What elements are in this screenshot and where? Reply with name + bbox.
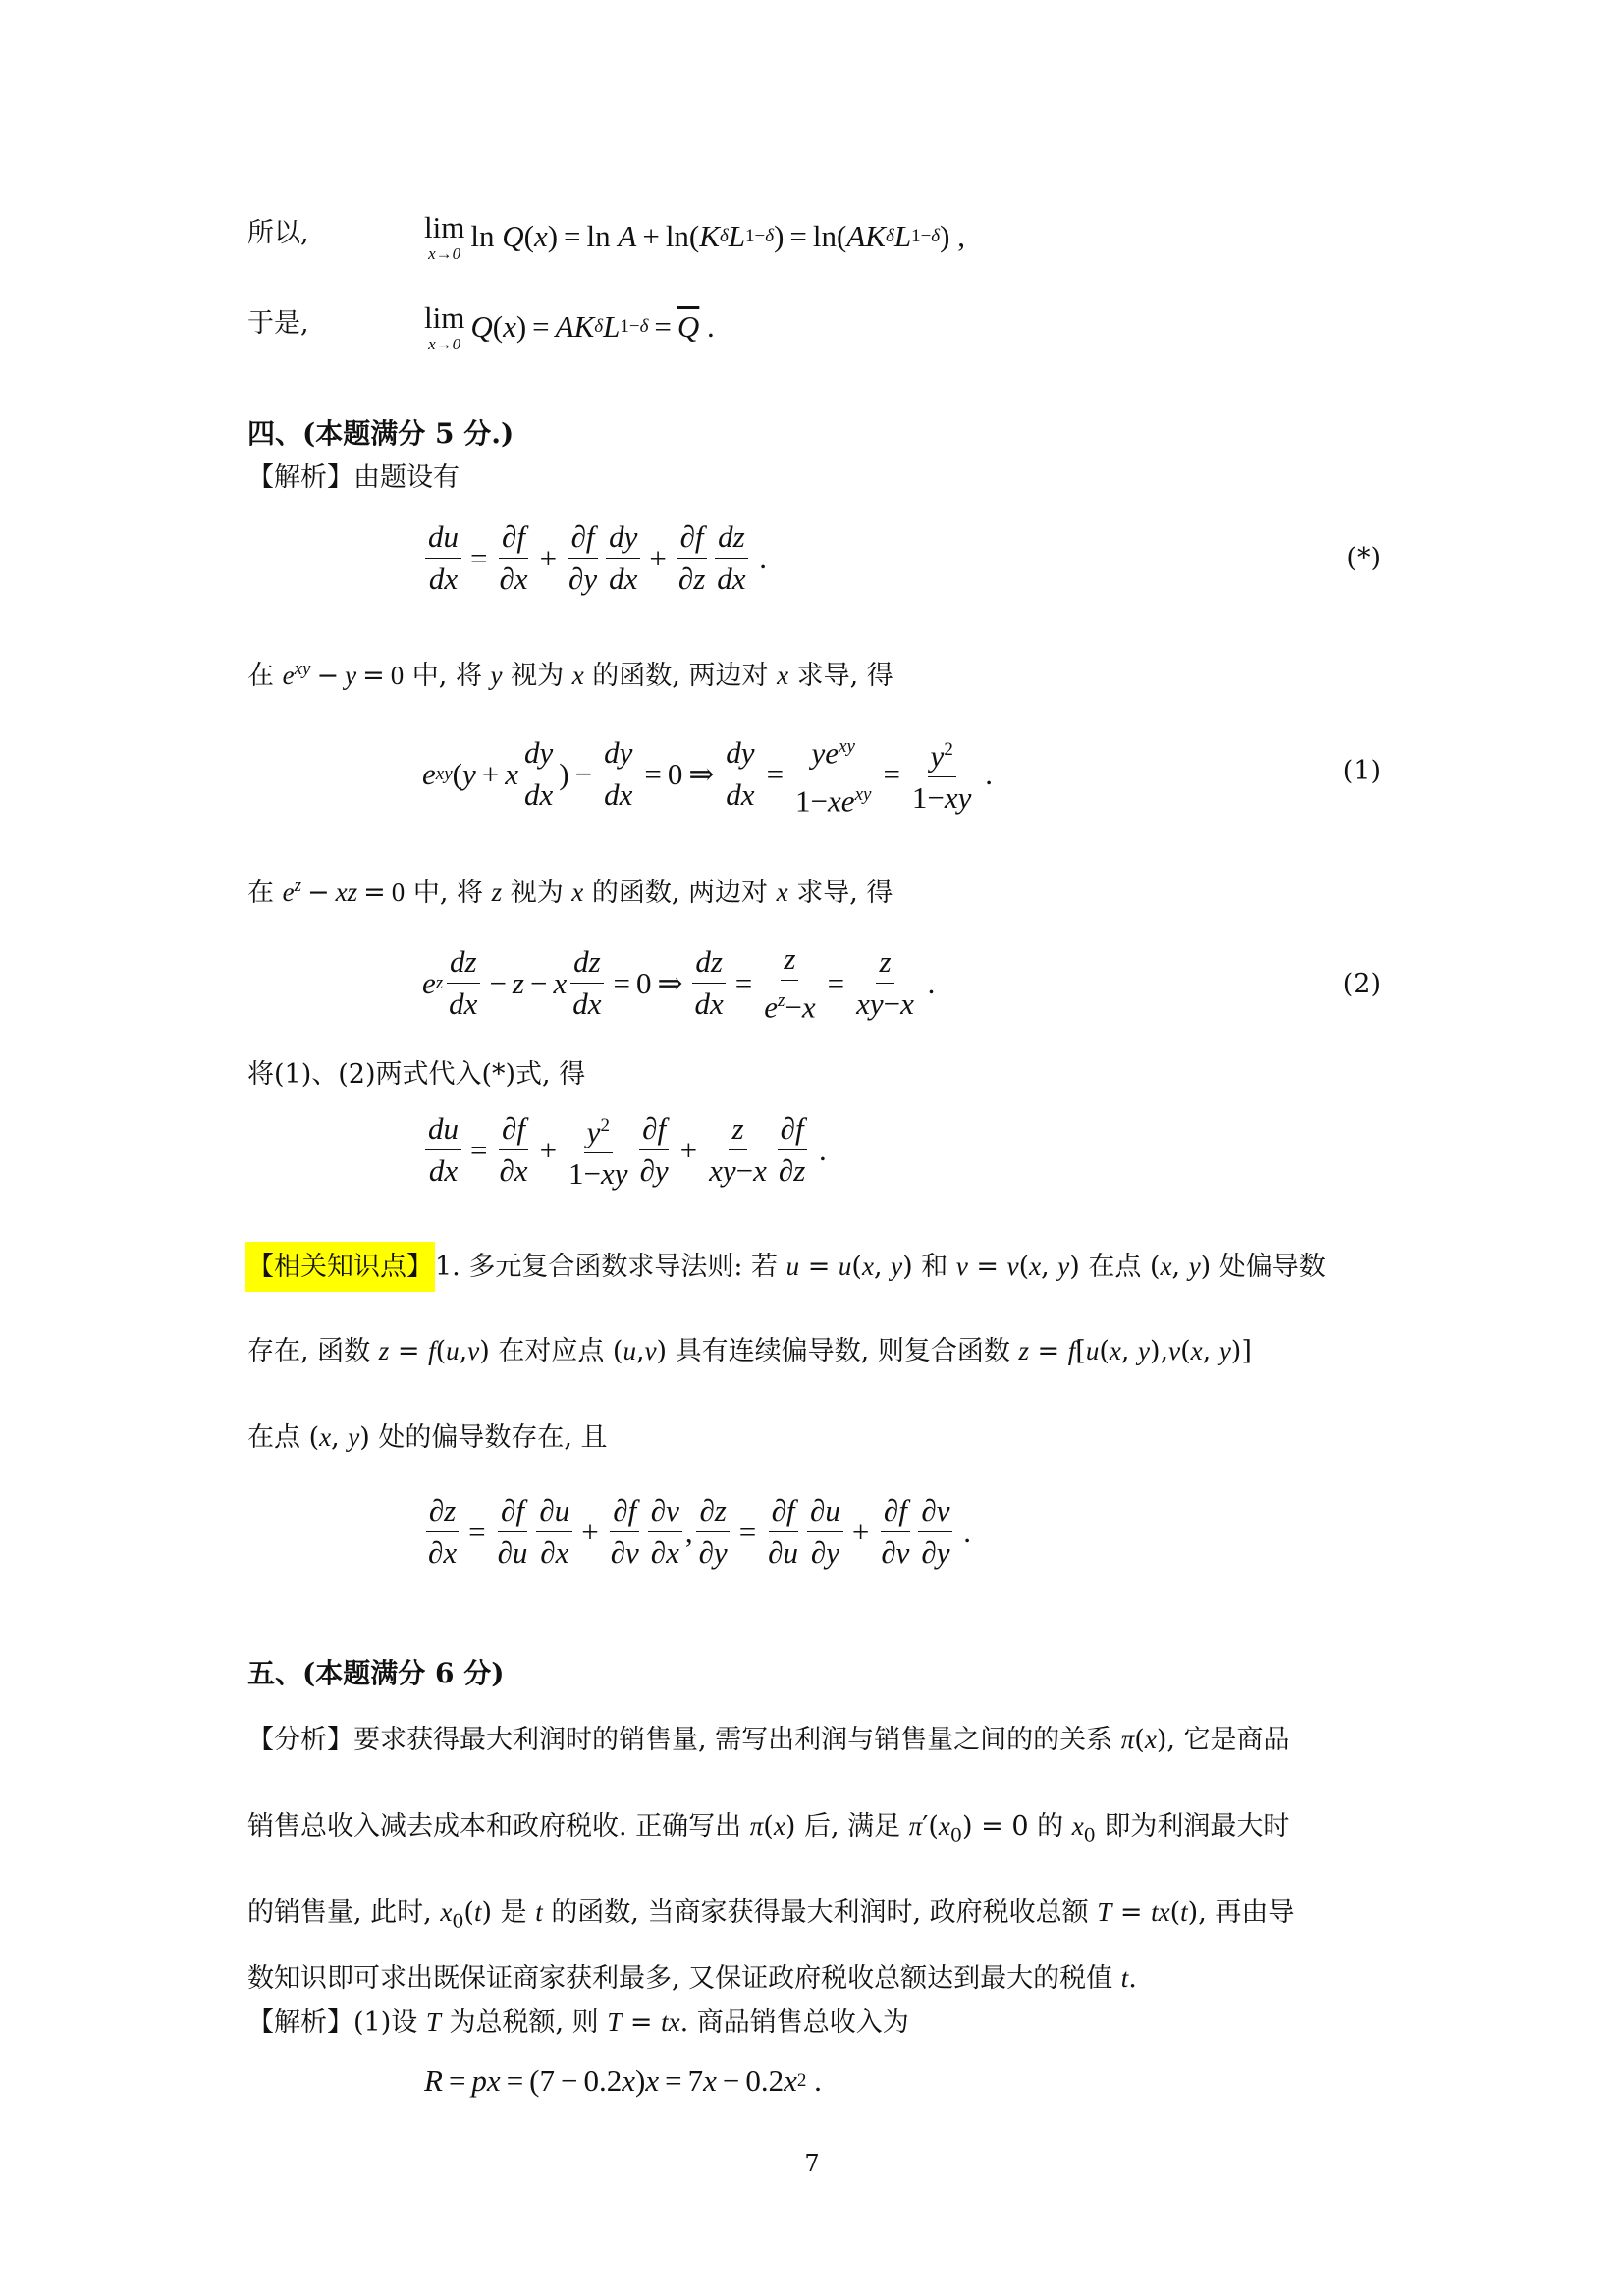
text-line-ez: 在 $e^z$ − xz = 0 中, 将 z 视为 x 的函数, 两边对 x 求导, 得 <box>247 876 893 908</box>
equation-tag-star: (*) <box>1346 543 1380 573</box>
label-suoyi: 所以, <box>247 218 309 248</box>
equation-result: $\frac{du}{dx}$ = $\frac{\partial f}{\partial x}$ + $\frac{y^2}{1-xy}$ $\frac{\partial f}{\partial y}$ + $\frac{z}{xy-x}$ $\frac{\partial f}{\partial z}$ . <box>422 1107 827 1193</box>
knowledge-line-2: 存在, 函数 z = f(u,v) 在对应点 (u,v) 具有连续偏导数, 则复合函数 z = f[u(x, y),v(x, y)] <box>247 1336 1252 1366</box>
section-5-line-2: 销售总收入减去成本和政府税收. 正确写出 π(x) 后, 满足 $\pi'(x_0) = 0$ 的 $x_0$ 即为利润最大时 <box>247 1811 1290 1846</box>
section-5-line-3: 的销售量, 此时, $x_0(t)$ 是 t 的函数, 当商家获得最大利润时, 政府税收总额 T = tx(t), 再由导 <box>247 1897 1295 1933</box>
equation-du-dx: $\frac{du}{dx}$ = $\frac{\partial f}{\partial x}$ + $\frac{\partial f}{\partial y}$ $\frac{dy}{dx}$ + $\frac{\partial f}{\partial z}$ $\frac{dz}{dx}$ . <box>422 518 767 598</box>
section-5-line-4: 数知识即可求出既保证商家获利最多, 又保证政府税收总额达到最大的税值 t. <box>247 1963 1137 1994</box>
equation-1: e xy ( y + x $\frac{dy}{dx}$ ) − $\frac{dy}{dx}$ = 0 ⇒ $\frac{dy}{dx}$ = $\frac{ye^{xy}}{1-xe^{xy}}$ = $\frac{y^2}{1-xy}$ . <box>422 728 993 821</box>
label-yushi: 于是, <box>247 308 309 339</box>
knowledge-line-3: 在点 (x, y) 处的偏导数存在, 且 <box>247 1422 608 1453</box>
section-5-line-1: 【分析】要求获得最大利润时的销售量, 需写出利润与销售量之间的的关系 π(x), 它是商品 <box>247 1725 1290 1755</box>
text-line-suoyi <box>247 214 424 253</box>
equation-tag-1: (1) <box>1342 756 1380 786</box>
equation-tag-2: (2) <box>1342 969 1380 999</box>
equation-2: e z $\frac{dz}{dx}$ − z − x $\frac{dz}{dx}$ = 0 ⇒ $\frac{dz}{dx}$ = $\frac{z}{e^z-x}$ = $\frac{z}{xy-x}$ . <box>422 941 936 1025</box>
text-line-yushi <box>247 304 424 344</box>
text-line-exy: 在 $e^{xy} - y = 0$ 中, 将 y 视为 x 的函数, 两边对 x 求导, 得 <box>247 659 893 691</box>
section-4-title: 四、(本题满分 5 分.) <box>247 417 514 450</box>
equation-revenue: R = px = (7 − 0.2 x ) x = 7 x − 0.2 x 2 . <box>424 2063 822 2098</box>
equation-limit-Q: lim x→0 Q ( x ) = AK δ L 1−δ = $\overline{Q}$ . <box>424 300 715 353</box>
equation-chain-rule: $\frac{\partial z}{\partial x}$ = $\frac{\partial f}{\partial u}$ $\frac{\partial u}{\partial x}$ + $\frac{\partial f}{\partial v}$ $\frac{\partial v}{\partial x}$ , $\frac{\partial z}{\partial y}$ = $\frac{\partial f}{\partial u}$ $\frac{\partial u}{\partial y}$ + $\frac{\partial f}{\partial v}$ $\frac{\partial v}{\partial y}$ . <box>422 1492 971 1572</box>
section-4-substitute: 将(1)、(2)两式代入(*)式, 得 <box>247 1059 586 1090</box>
knowledge-line-1: 【相关知识点】1. 多元复合函数求导法则: 若 u = u(x, y) 和 v = v(x, y) 在点 (x, y) 处偏导数 <box>245 1247 1326 1287</box>
equation-limit-lnQ: lim x→0 ln Q ( x ) = ln A + ln( K δ L 1−δ ) = ln( AK δ L 1−δ ) , <box>424 210 965 263</box>
section-4-jiexi: 【解析】由题设有 <box>247 462 460 493</box>
section-5-jiexi: 【解析】(1)设 T 为总税额, 则 T = tx. 商品销售总收入为 <box>247 2007 909 2038</box>
page-number: 7 <box>804 2150 820 2177</box>
section-5-title: 五、(本题满分 6 分) <box>247 1657 505 1689</box>
knowledge-highlight-label: 【相关知识点】 <box>245 1242 435 1292</box>
